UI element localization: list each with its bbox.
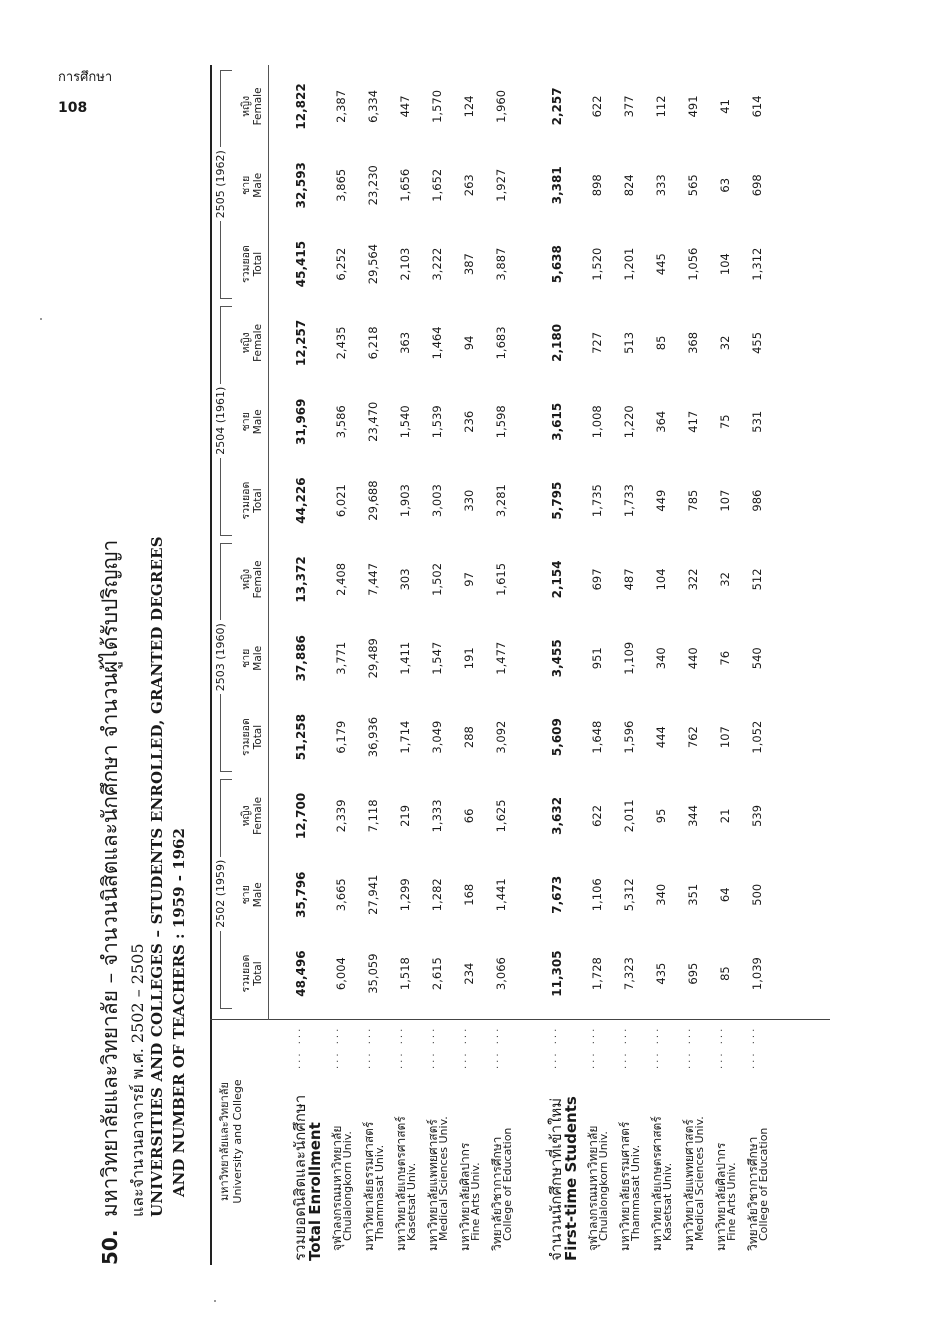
cell-value: 76 bbox=[718, 650, 732, 666]
column-female-header-english: Female bbox=[252, 323, 264, 362]
cell-value: 1,299 bbox=[398, 878, 412, 912]
cell-value: 455 bbox=[750, 331, 764, 354]
leader-dots: ... ... bbox=[714, 1025, 725, 1069]
cell-value: 1,539 bbox=[430, 405, 444, 439]
cell-value: 7,323 bbox=[622, 957, 636, 991]
column-total-header-english: Total bbox=[252, 961, 264, 986]
row-label-english: Fine Arts Univ. bbox=[725, 1162, 738, 1241]
cell-value: 66 bbox=[462, 808, 476, 824]
row-label-thai: วิทยาลัยวิชาการศึกษา bbox=[746, 1136, 760, 1251]
cell-value: 539 bbox=[750, 804, 764, 827]
cell-value: 2,615 bbox=[430, 957, 444, 991]
cell-value: 7,673 bbox=[550, 875, 564, 914]
cell-value: 21 bbox=[718, 808, 732, 824]
cell-value: 85 bbox=[718, 966, 732, 981]
cell-value: 698 bbox=[750, 174, 764, 197]
column-female-header bbox=[240, 73, 264, 139]
row-label-thai: จุฬาลงกรณมหาวิทยาลัย bbox=[586, 1125, 600, 1251]
cell-value: 3,665 bbox=[334, 878, 348, 912]
cell-value: 1,441 bbox=[494, 878, 508, 912]
cell-value: 2,408 bbox=[334, 562, 348, 596]
cell-value: 333 bbox=[654, 174, 668, 197]
row-label-thai: มหาวิทยาลัยธรรมศาสตร์ bbox=[362, 1121, 376, 1251]
cell-value: 95 bbox=[654, 808, 668, 824]
cell-value: 219 bbox=[398, 804, 412, 827]
year-group-bracket bbox=[220, 307, 232, 308]
cell-value: 2,435 bbox=[334, 326, 348, 360]
cell-value: 3,887 bbox=[494, 247, 508, 281]
cell-value: 3,049 bbox=[430, 720, 444, 754]
year-label: 2505 (1962) bbox=[214, 147, 227, 221]
cell-value: 112 bbox=[654, 95, 668, 118]
cell-value: 27,941 bbox=[366, 874, 380, 915]
cell-value: 3,066 bbox=[494, 957, 508, 991]
cell-value: 2,154 bbox=[550, 560, 564, 599]
cell-value: 1,333 bbox=[430, 799, 444, 833]
row-label-english: Thammasat Univ. bbox=[629, 1144, 642, 1241]
cell-value: 29,688 bbox=[366, 480, 380, 521]
table-number: 50. bbox=[98, 1229, 122, 1265]
cell-value: 11,305 bbox=[550, 950, 564, 997]
cell-value: 2,387 bbox=[334, 89, 348, 123]
cell-value: 7,447 bbox=[366, 562, 380, 596]
cell-value: 1,683 bbox=[494, 326, 508, 360]
column-male-header-english: Male bbox=[252, 882, 264, 908]
cell-value: 540 bbox=[750, 647, 764, 670]
cell-value: 1,518 bbox=[398, 957, 412, 991]
cell-value: 565 bbox=[686, 174, 700, 197]
cell-value: 94 bbox=[462, 335, 476, 351]
year-group-bracket bbox=[220, 299, 232, 300]
row-label-english: Chulalongkorn Univ. bbox=[341, 1131, 354, 1241]
cell-value: 1,282 bbox=[430, 878, 444, 912]
cell-value: 236 bbox=[462, 410, 476, 433]
year-group-bracket bbox=[220, 543, 232, 544]
cell-value: 1,056 bbox=[686, 247, 700, 281]
cell-value: 435 bbox=[654, 962, 668, 985]
column-male-header-thai: ชาย bbox=[240, 412, 252, 432]
cell-value: 5,638 bbox=[550, 245, 564, 284]
cell-value: 1,052 bbox=[750, 720, 764, 754]
cell-value: 168 bbox=[462, 883, 476, 906]
cell-value: 1,648 bbox=[590, 720, 604, 754]
cell-value: 1,728 bbox=[590, 957, 604, 991]
cell-value: 1,625 bbox=[494, 799, 508, 833]
leader-dots: ... ... bbox=[292, 1025, 303, 1069]
cell-value: 6,021 bbox=[334, 484, 348, 518]
row-label-english: First-time Students bbox=[562, 1096, 580, 1261]
table-title-english: UNIVERSITIES AND COLLEGES – STUDENTS ENROLLED, GRANTED DEGREES bbox=[148, 536, 166, 1217]
cell-value: 1,615 bbox=[494, 562, 508, 596]
cell-value: 1,411 bbox=[398, 641, 412, 675]
year-label: 2502 (1959) bbox=[214, 857, 227, 931]
cell-value: 614 bbox=[750, 95, 764, 118]
row-label-english: Medical Sciences Univ. bbox=[693, 1116, 706, 1241]
cell-value: 3,865 bbox=[334, 168, 348, 202]
cell-value: 35,059 bbox=[366, 953, 380, 994]
column-total-header-english: Total bbox=[252, 251, 264, 277]
year-group-bracket bbox=[220, 1008, 232, 1009]
cell-value: 762 bbox=[686, 726, 700, 749]
cell-value: 340 bbox=[654, 647, 668, 670]
cell-value: 6,179 bbox=[334, 720, 348, 754]
column-total-header bbox=[240, 941, 264, 1007]
cell-value: 1,652 bbox=[430, 168, 444, 202]
column-female-header bbox=[240, 546, 264, 612]
cell-value: 785 bbox=[686, 489, 700, 512]
cell-value: 29,489 bbox=[366, 638, 380, 679]
cell-value: 3,381 bbox=[550, 166, 564, 205]
cell-value: 31,969 bbox=[294, 398, 308, 445]
statistics-table bbox=[210, 65, 830, 1265]
cell-value: 32,593 bbox=[294, 162, 308, 209]
stub-header-english: University and College bbox=[231, 1079, 244, 1204]
cell-value: 6,218 bbox=[366, 326, 380, 360]
cell-value: 32 bbox=[718, 572, 732, 587]
cell-value: 12,700 bbox=[294, 792, 308, 840]
cell-value: 3,281 bbox=[494, 484, 508, 518]
cell-value: 2,011 bbox=[622, 799, 636, 833]
cell-value: 63 bbox=[718, 177, 732, 193]
row-label-english: Chulalongkorn Univ. bbox=[597, 1131, 610, 1241]
cell-value: 322 bbox=[686, 568, 700, 591]
year-group-bracket bbox=[220, 780, 232, 781]
cell-value: 41 bbox=[718, 99, 732, 114]
cell-value: 3,586 bbox=[334, 405, 348, 439]
row-label-thai: วิทยาลัยวิชาการศึกษา bbox=[490, 1136, 504, 1251]
stub-header-thai: มหาวิทยาลัยและวิทยาลัย bbox=[218, 1082, 231, 1201]
row-label-thai: รวมยอดนิสิตและนักศึกษา bbox=[291, 1094, 309, 1261]
cell-value: 487 bbox=[622, 568, 636, 591]
row-label-english: Total Enrollment bbox=[306, 1122, 324, 1261]
cell-value: 104 bbox=[718, 253, 732, 276]
cell-value: 512 bbox=[750, 568, 764, 591]
column-male-header bbox=[240, 625, 264, 691]
cell-value: 13,372 bbox=[294, 556, 308, 603]
cell-value: 7,118 bbox=[366, 799, 380, 833]
cell-value: 48,496 bbox=[294, 950, 308, 997]
cell-value: 1,477 bbox=[494, 641, 508, 675]
cell-value: 491 bbox=[686, 95, 700, 118]
cell-value: 1,547 bbox=[430, 641, 444, 675]
cell-value: 2,257 bbox=[550, 87, 564, 126]
cell-value: 368 bbox=[686, 331, 700, 354]
page-number: 108 bbox=[58, 100, 88, 116]
leader-dots: ... ... bbox=[330, 1025, 341, 1069]
cell-value: 1,903 bbox=[398, 484, 412, 518]
cell-value: 29,564 bbox=[366, 243, 380, 285]
cell-value: 1,520 bbox=[590, 247, 604, 281]
cell-value: 898 bbox=[590, 174, 604, 197]
cell-value: 44,226 bbox=[294, 477, 308, 524]
row-label-thai: มหาวิทยาลัยแพทยศาสตร์ bbox=[682, 1119, 696, 1251]
cell-value: 444 bbox=[654, 726, 668, 749]
cell-value: 3,222 bbox=[430, 247, 444, 281]
scan-speck bbox=[214, 1300, 216, 1302]
cell-value: 23,470 bbox=[366, 401, 380, 442]
cell-value: 449 bbox=[654, 489, 668, 512]
leader-dots: ... ... bbox=[548, 1025, 559, 1069]
cell-value: 1,735 bbox=[590, 484, 604, 518]
cell-value: 12,822 bbox=[294, 83, 308, 130]
cell-value: 1,596 bbox=[622, 720, 636, 754]
column-male-header bbox=[240, 862, 264, 928]
row-label-english: Kasetsat Univ. bbox=[661, 1162, 674, 1241]
cell-value: 1,540 bbox=[398, 405, 412, 439]
cell-value: 2,180 bbox=[550, 323, 564, 362]
cell-value: 3,092 bbox=[494, 720, 508, 754]
row-label-thai: มหาวิทยาลัยเกษตรศาสตร์ bbox=[650, 1116, 664, 1251]
column-female-header-thai: หญิง bbox=[240, 568, 252, 590]
stub-divider bbox=[210, 1019, 830, 1020]
row-label-thai: มหาวิทยาลัยศิลปากร bbox=[714, 1142, 728, 1251]
cell-value: 417 bbox=[686, 410, 700, 433]
cell-value: 330 bbox=[462, 489, 476, 512]
row-label-thai: จุฬาลงกรณมหาวิทยาลัย bbox=[330, 1125, 344, 1251]
column-female-header-thai: หญิง bbox=[240, 332, 252, 354]
row-label-thai: มหาวิทยาลัยแพทยศาสตร์ bbox=[426, 1119, 440, 1251]
leader-dots: ... ... bbox=[458, 1025, 469, 1069]
header-bottom-rule bbox=[268, 65, 269, 1020]
leader-dots: ... ... bbox=[426, 1025, 437, 1069]
cell-value: 191 bbox=[462, 647, 476, 670]
column-male-header-thai: ชาย bbox=[240, 648, 252, 668]
scan-speck bbox=[40, 318, 42, 320]
cell-value: 387 bbox=[462, 253, 476, 276]
cell-value: 1,109 bbox=[622, 641, 636, 675]
leader-dots: ... ... bbox=[746, 1025, 757, 1069]
cell-value: 1,570 bbox=[430, 89, 444, 123]
cell-value: 45,415 bbox=[294, 240, 308, 288]
cell-value: 107 bbox=[718, 726, 732, 749]
leader-dots: ... ... bbox=[650, 1025, 661, 1069]
section-header: การศึกษา bbox=[58, 70, 113, 85]
cell-value: 234 bbox=[462, 962, 476, 985]
year-group-bracket bbox=[220, 70, 232, 71]
cell-value: 3,632 bbox=[550, 796, 564, 835]
cell-value: 12,257 bbox=[294, 319, 308, 367]
column-total-header-thai: รวมยอด bbox=[240, 954, 252, 993]
table-title-thai: มหาวิทยาลัยและวิทยาลัย – จำนวนนิสิตและนักศึกษา จำนวนผู้ได้รับปริญญา bbox=[98, 539, 122, 1217]
row-label-english: College of Education bbox=[501, 1127, 514, 1241]
cell-value: 6,252 bbox=[334, 247, 348, 281]
cell-value: 36,936 bbox=[366, 716, 380, 758]
row-label-english: College of Education bbox=[757, 1127, 770, 1241]
cell-value: 64 bbox=[718, 887, 732, 903]
cell-value: 1,927 bbox=[494, 168, 508, 202]
cell-value: 1,106 bbox=[590, 878, 604, 912]
column-total-header-thai: รวมยอด bbox=[240, 245, 252, 283]
cell-value: 377 bbox=[622, 95, 636, 118]
stub-header bbox=[218, 1024, 244, 1259]
column-female-header-english: Female bbox=[252, 560, 264, 599]
cell-value: 6,004 bbox=[334, 957, 348, 991]
column-male-header-english: Male bbox=[252, 172, 264, 198]
cell-value: 104 bbox=[654, 568, 668, 591]
cell-value: 344 bbox=[686, 804, 700, 827]
cell-value: 622 bbox=[590, 95, 604, 118]
table-title-english-cont: AND NUMBER OF TEACHERS : 1959 - 1962 bbox=[170, 828, 188, 1197]
cell-value: 3,455 bbox=[550, 639, 564, 678]
column-male-header-thai: ชาย bbox=[240, 885, 252, 905]
column-male-header bbox=[240, 152, 264, 218]
cell-value: 440 bbox=[686, 647, 700, 670]
year-label: 2503 (1960) bbox=[214, 620, 227, 694]
column-female-header bbox=[240, 310, 264, 376]
cell-value: 1,960 bbox=[494, 89, 508, 123]
cell-value: 23,230 bbox=[366, 165, 380, 206]
cell-value: 3,771 bbox=[334, 641, 348, 675]
cell-value: 1,502 bbox=[430, 562, 444, 596]
table-title-block bbox=[90, 65, 210, 1265]
cell-value: 1,714 bbox=[398, 720, 412, 754]
cell-value: 445 bbox=[654, 253, 668, 276]
cell-value: 697 bbox=[590, 568, 604, 591]
column-female-header bbox=[240, 783, 264, 849]
table-top-rule bbox=[210, 65, 212, 1265]
cell-value: 622 bbox=[590, 804, 604, 827]
column-female-header-english: Female bbox=[252, 87, 264, 126]
row-label-thai: จำนวนนักศึกษาที่เข้าใหม่ bbox=[547, 1097, 565, 1261]
cell-value: 107 bbox=[718, 489, 732, 512]
cell-value: 2,339 bbox=[334, 799, 348, 833]
cell-value: 727 bbox=[590, 331, 604, 354]
cell-value: 97 bbox=[462, 572, 476, 587]
cell-value: 951 bbox=[590, 647, 604, 670]
cell-value: 1,598 bbox=[494, 405, 508, 439]
leader-dots: ... ... bbox=[586, 1025, 597, 1069]
cell-value: 5,795 bbox=[550, 481, 564, 520]
cell-value: 85 bbox=[654, 335, 668, 351]
row-label-thai: มหาวิทยาลัยธรรมศาสตร์ bbox=[618, 1121, 632, 1251]
table-title-thai-cont: และจำนวนอาจารย์ พ.ศ. 2502 – 2505 bbox=[128, 943, 147, 1217]
cell-value: 37,886 bbox=[294, 635, 308, 682]
rotated-table-page bbox=[90, 65, 830, 1265]
cell-value: 1,464 bbox=[430, 326, 444, 360]
column-male-header-english: Male bbox=[252, 645, 264, 671]
cell-value: 303 bbox=[398, 568, 412, 591]
cell-value: 1,312 bbox=[750, 247, 764, 281]
column-male-header bbox=[240, 389, 264, 455]
leader-dots: ... ... bbox=[362, 1025, 373, 1069]
year-label: 2504 (1961) bbox=[214, 384, 227, 458]
cell-value: 75 bbox=[718, 414, 732, 430]
cell-value: 1,201 bbox=[622, 247, 636, 281]
cell-value: 32 bbox=[718, 335, 732, 351]
cell-value: 340 bbox=[654, 883, 668, 906]
cell-value: 5,312 bbox=[622, 878, 636, 912]
cell-value: 5,609 bbox=[550, 718, 564, 757]
year-group-bracket bbox=[220, 535, 232, 536]
column-female-header-thai: หญิง bbox=[240, 805, 252, 827]
cell-value: 2,103 bbox=[398, 247, 412, 281]
row-label-english: Medical Sciences Univ. bbox=[437, 1116, 450, 1241]
cell-value: 263 bbox=[462, 174, 476, 197]
row-label-english: Thammasat Univ. bbox=[373, 1144, 386, 1241]
leader-dots: ... ... bbox=[618, 1025, 629, 1069]
leader-dots: ... ... bbox=[394, 1025, 405, 1069]
cell-value: 51,258 bbox=[294, 713, 308, 761]
cell-value: 513 bbox=[622, 331, 636, 354]
column-total-header bbox=[240, 468, 264, 534]
cell-value: 124 bbox=[462, 95, 476, 118]
cell-value: 1,220 bbox=[622, 405, 636, 439]
row-label-english: Kasetsat Univ. bbox=[405, 1162, 418, 1241]
cell-value: 500 bbox=[750, 883, 764, 906]
column-female-header-english: Female bbox=[252, 796, 264, 835]
cell-value: 364 bbox=[654, 410, 668, 433]
year-group-bracket bbox=[220, 772, 232, 773]
cell-value: 695 bbox=[686, 962, 700, 985]
cell-value: 986 bbox=[750, 489, 764, 512]
leader-dots: ... ... bbox=[490, 1025, 501, 1069]
cell-value: 824 bbox=[622, 174, 636, 197]
cell-value: 3,003 bbox=[430, 484, 444, 518]
column-male-header-english: Male bbox=[252, 409, 264, 435]
leader-dots: ... ... bbox=[682, 1025, 693, 1069]
cell-value: 288 bbox=[462, 726, 476, 749]
row-label-english: Fine Arts Univ. bbox=[469, 1162, 482, 1241]
cell-value: 6,334 bbox=[366, 89, 380, 123]
column-total-header-english: Total bbox=[252, 724, 264, 750]
cell-value: 363 bbox=[398, 331, 412, 354]
cell-value: 351 bbox=[686, 883, 700, 906]
column-male-header-thai: ชาย bbox=[240, 175, 252, 195]
cell-value: 3,615 bbox=[550, 402, 564, 441]
column-total-header-thai: รวมยอด bbox=[240, 718, 252, 756]
cell-value: 1,656 bbox=[398, 168, 412, 202]
row-label-thai: มหาวิทยาลัยเกษตรศาสตร์ bbox=[394, 1116, 408, 1251]
column-total-header bbox=[240, 704, 264, 770]
cell-value: 35,796 bbox=[294, 871, 308, 918]
column-total-header-english: Total bbox=[252, 488, 264, 513]
column-total-header bbox=[240, 231, 264, 297]
column-total-header-thai: รวมยอด bbox=[240, 481, 252, 520]
cell-value: 1,039 bbox=[750, 957, 764, 991]
row-label-thai: มหาวิทยาลัยศิลปากร bbox=[458, 1142, 472, 1251]
cell-value: 1,008 bbox=[590, 405, 604, 439]
column-female-header-thai: หญิง bbox=[240, 95, 252, 117]
cell-value: 1,733 bbox=[622, 484, 636, 518]
cell-value: 447 bbox=[398, 95, 412, 118]
cell-value: 531 bbox=[750, 410, 764, 433]
